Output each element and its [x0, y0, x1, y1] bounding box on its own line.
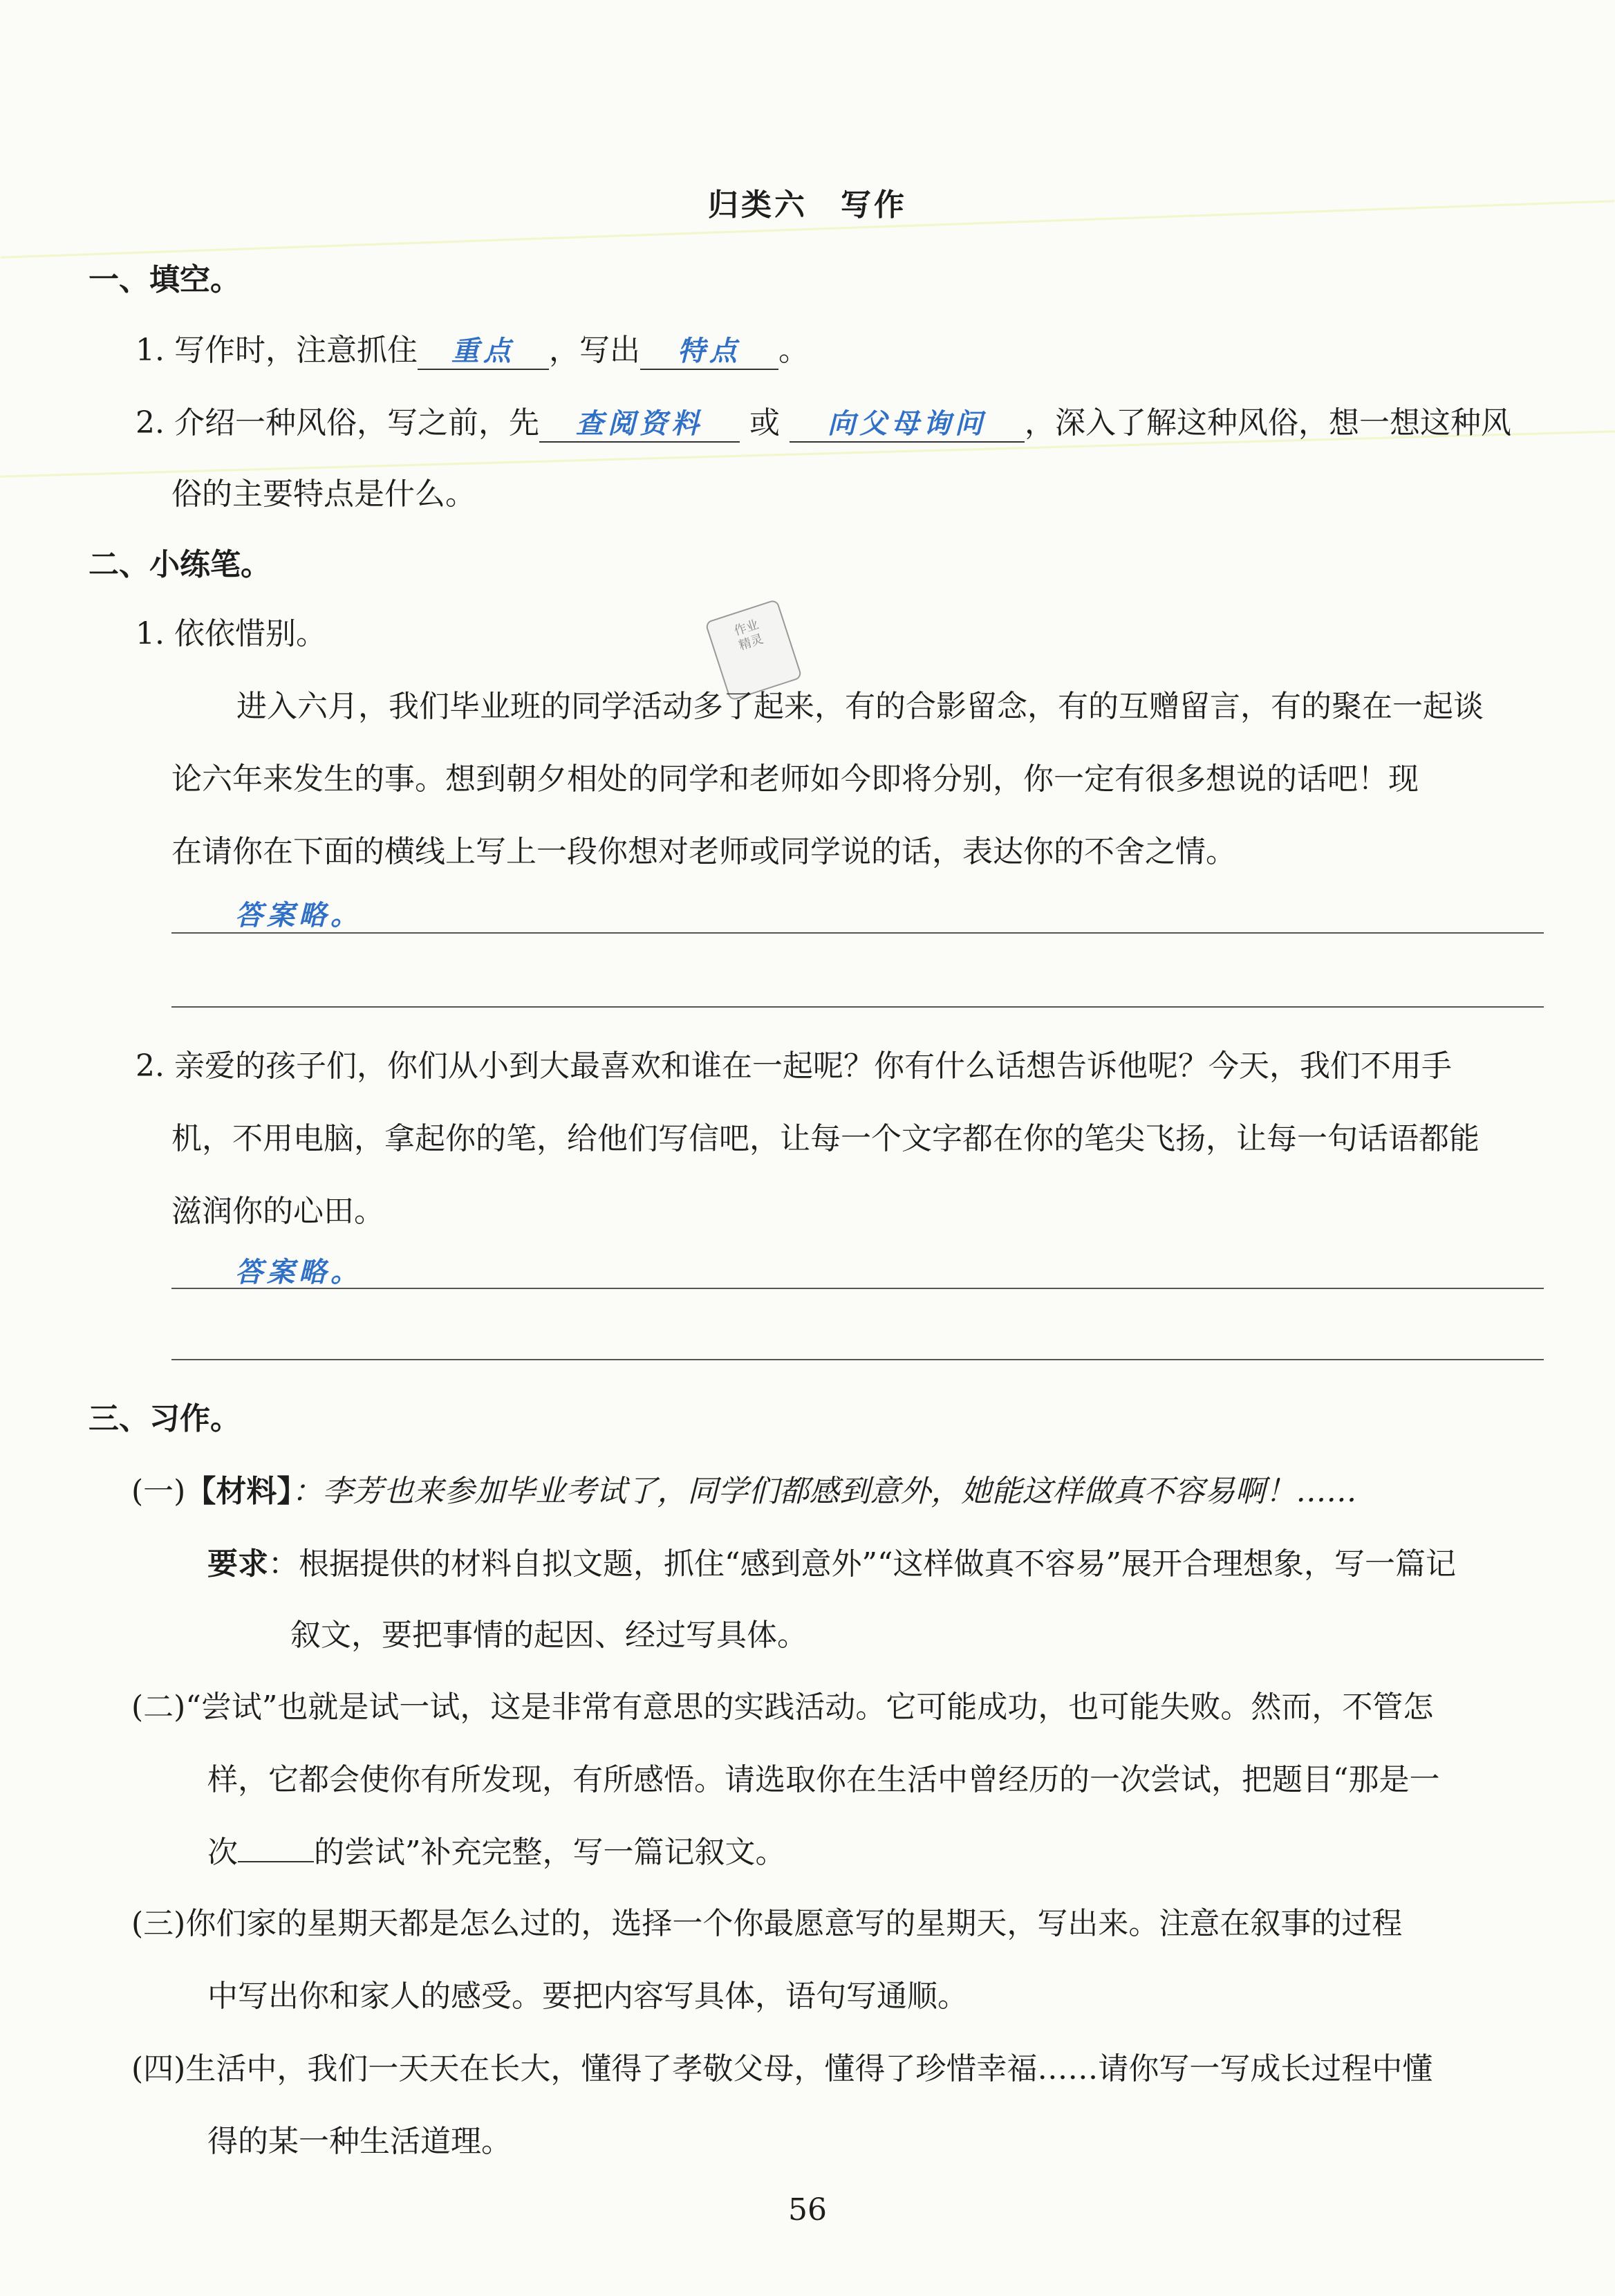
s1-q2-prefix: 2. 介绍一种风俗，写之前，先 — [136, 405, 539, 441]
s3-item1-req-line1: ：根据提供的材料自拟文题，抓住“感到意外”“这样做真不容易”展开合理想象，写一篇记 — [268, 1546, 1456, 1582]
s3-item2-line1 — [131, 1682, 1433, 1726]
s1-q1-prefix: 1. 写作时，注意抓住 — [136, 333, 418, 368]
answer-line — [171, 932, 1544, 934]
s3-item2-num: (二) — [131, 1689, 186, 1725]
s3-item4-text1: 生活中，我们一天天在长大，懂得了孝敬父母，懂得了珍惜幸福……请你写一写成长过程中懂 — [185, 2051, 1433, 2086]
s2-q1-answer: 答案略。 — [235, 900, 362, 932]
s3-item2-line3-post: 的尝试”补充完整，写一篇记叙文。 — [314, 1835, 786, 1870]
s3-item4-line1 — [131, 2044, 1432, 2088]
s1-q2-answer1: 查阅资料 — [575, 408, 703, 440]
s3-item2-blank — [238, 1861, 314, 1862]
s1-q1-blank2 — [640, 329, 778, 370]
s2-q1-title: 1. 依依惜别。 — [136, 616, 326, 651]
s3-item3-num: (三) — [131, 1906, 186, 1941]
s3-item3-line1 — [131, 1898, 1402, 1943]
s2-q1-line3: 在请你在下面的横线上写上一段你想对老师或同学说的话，表达你的不舍之情。 — [171, 834, 1236, 869]
section1-heading: 一、填空。 — [88, 262, 241, 297]
s3-item1-material-label: 【材料】 — [185, 1474, 292, 1509]
s3-item4-num: (四) — [131, 2051, 186, 2086]
s2-q2-line2: 机，不用电脑，拿起你的笔，给他们写信吧，让每一个文字都在你的笔尖飞扬，让每一句话语都能 — [171, 1121, 1479, 1156]
s2-q2-line1: 2. 亲爱的孩子们，你们从小到大最喜欢和谁在一起呢？你有什么话想告诉他呢？今天，我们不用手 — [136, 1048, 1452, 1084]
s3-item3-text1: 你们家的星期天都是怎么过的，选择一个你最愿意写的星期天，写出来。注意在叙事的过程 — [185, 1906, 1403, 1941]
s2-q2-answer: 答案略。 — [235, 1257, 362, 1288]
s3-item1-req-line2: 叙文，要把事情的起因、经过写具体。 — [290, 1618, 808, 1653]
s1-q2-middle: 或 — [749, 405, 780, 441]
s3-item4-line2: 得的某一种生活道理。 — [207, 2124, 512, 2159]
answer-line — [171, 1359, 1544, 1360]
s1-q2-blank1 — [539, 402, 740, 443]
s1-q1-answer2: 特点 — [677, 335, 741, 367]
s1-q2-blank2 — [790, 402, 1025, 443]
s3-item1-material — [131, 1466, 1356, 1510]
s3-item2-line2: 样，它都会使你有所发现，有所感悟。请选取你在生活中曾经历的一次尝试，把题目“那是一 — [207, 1762, 1440, 1797]
s3-item3-line2: 中写出你和家人的感受。要把内容写具体，语句写通顺。 — [207, 1979, 968, 2014]
s2-q1-line1: 进入六月，我们毕业班的同学活动多了起来，有的合影留念，有的互赠留言，有的聚在一起谈 — [236, 689, 1484, 724]
answer-line — [171, 1288, 1544, 1289]
page-title: 归类六 写作 — [708, 187, 907, 223]
s3-item1-req — [207, 1539, 1456, 1583]
s1-q2-suffix: ，深入了解这种风俗，想一想这种风 — [1024, 405, 1511, 441]
s1-q2-line2: 俗的主要特点是什么。 — [171, 476, 476, 512]
s1-q1-suffix: 。 — [778, 333, 809, 368]
s1-q1-blank1 — [418, 329, 549, 370]
s1-q2-answer2: 向父母询问 — [827, 408, 987, 440]
section3-heading: 三、习作。 — [88, 1401, 241, 1436]
s3-item1-req-label: 要求 — [207, 1546, 268, 1582]
s1-q1-answer1: 重点 — [451, 335, 515, 367]
answer-line — [171, 1006, 1544, 1008]
s2-q2-line3: 滋润你的心田。 — [171, 1194, 384, 1229]
watermark-stamp: 作业 精灵 — [704, 599, 803, 701]
s2-q1-line2: 论六年来发生的事。想到朝夕相处的同学和老师如今即将分别，你一定有很多想说的话吧！现 — [171, 761, 1419, 797]
s1-q2 — [136, 398, 1511, 443]
s3-item2-line3-pre: 次 — [207, 1835, 238, 1870]
section2-heading: 二、小练笔。 — [88, 547, 271, 582]
s3-item1-material-text: ：李芳也来参加毕业考试了，同学们都感到意外，她能这样做真不容易啊！…… — [292, 1474, 1357, 1509]
s1-q1 — [136, 325, 809, 370]
s3-item1-num: (一) — [131, 1474, 186, 1509]
s3-item2-line3 — [207, 1827, 786, 1871]
page-number: 56 — [788, 2192, 827, 2228]
s3-item2-text1: “尝试”也就是试一试，这是非常有意思的实践活动。它可能成功，也可能失败。然而，不管怎 — [185, 1689, 1434, 1725]
s1-q1-middle: ，写出 — [548, 333, 640, 368]
